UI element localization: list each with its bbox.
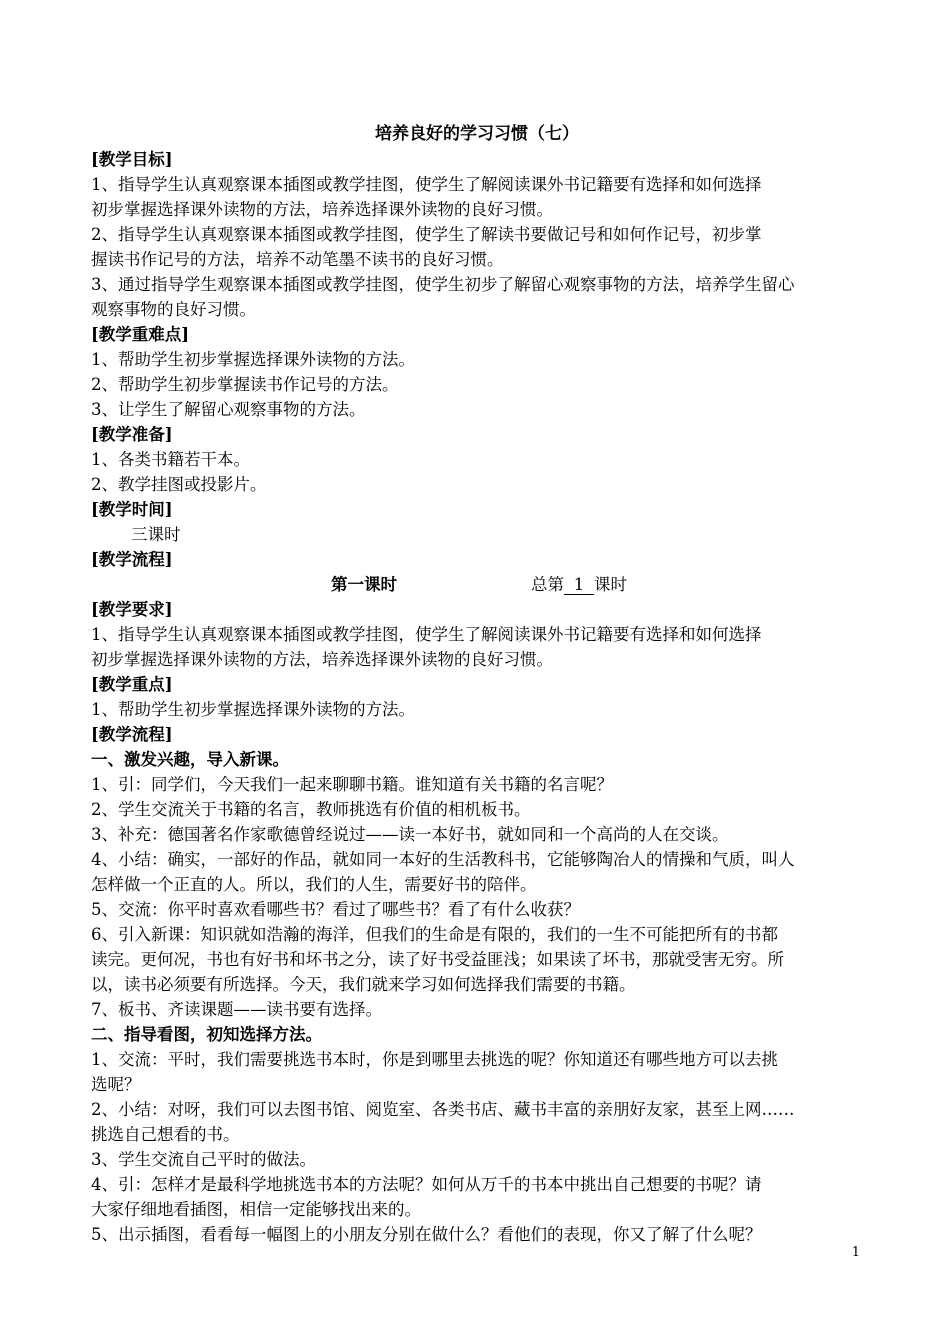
- prep-heading: [教学准备]: [91, 425, 173, 444]
- page-number: 1: [851, 1245, 860, 1260]
- difficulty-heading: [教学重难点]: [91, 325, 190, 344]
- goal-line: 2、指导学生认真观察课本插图或教学挂图，使学生了解读书要做记号和如何作记号，初步掌: [91, 225, 762, 244]
- section2-line: 3、学生交流自己平时的做法。: [91, 1150, 316, 1169]
- section2-line: 2、小结：对呀，我们可以去图书馆、阅览室、各类书店、藏书丰富的亲朋好友家，甚至上网……: [91, 1100, 795, 1119]
- section1-line: 怎样做一个正直的人。所以，我们的人生，需要好书的陪伴。: [91, 875, 537, 894]
- section1-line: 读完。更何况，书也有好书和坏书之分，读了好书受益匪浅；如果读了坏书，那就受害无穷。所: [91, 950, 784, 969]
- lesson-total-number: 1: [564, 576, 594, 595]
- section1-line: 3、补充：德国著名作家歌德曾经说过——读一本好书，就如同和一个高尚的人在交谈。: [91, 825, 729, 844]
- section2-line: 4、引：怎样才是最科学地挑选书本的方法呢？如何从万千的书本中挑出自己想要的书呢？请: [91, 1175, 762, 1194]
- document-page: [91, 122, 863, 1247]
- difficulty-line: 1、帮助学生初步掌握选择课外读物的方法。: [91, 350, 415, 369]
- goal-line: 1、指导学生认真观察课本插图或教学挂图，使学生了解阅读课外书记籍要有选择和如何选择: [91, 175, 762, 194]
- key-line: 1、帮助学生初步掌握选择课外读物的方法。: [91, 700, 415, 719]
- lesson-name: 第一课时: [331, 575, 397, 594]
- difficulty-line: 3、让学生了解留心观察事物的方法。: [91, 400, 366, 419]
- lesson-total-suffix: 课时: [594, 575, 627, 594]
- lesson-total-prefix: 总第: [531, 575, 564, 594]
- requirement-line: 初步掌握选择课外读物的方法，培养选择课外读物的良好习惯。: [91, 650, 553, 669]
- key-heading: [教学重点]: [91, 675, 173, 694]
- requirement-line: 1、指导学生认真观察课本插图或教学挂图，使学生了解阅读课外书记籍要有选择和如何选择: [91, 625, 762, 644]
- lesson-row: [91, 572, 863, 597]
- prep-line: 1、各类书籍若干本。: [91, 450, 250, 469]
- goals-heading: [教学目标]: [91, 150, 173, 169]
- difficulty-line: 2、帮助学生初步掌握读书作记号的方法。: [91, 375, 399, 394]
- section2-heading: 二、指导看图，初知选择方法。: [91, 1025, 322, 1044]
- section1-heading: 一、激发兴趣，导入新课。: [91, 750, 289, 769]
- section2-line: 选呢？: [91, 1075, 141, 1094]
- section1-line: 以，读书必须要有所选择。今天，我们就来学习如何选择我们需要的书籍。: [91, 975, 636, 994]
- time-value: 三课时: [131, 525, 181, 544]
- section2-line: 5、出示插图，看看每一幅图上的小朋友分别在做什么？看他们的表现，你又了解了什么呢？: [91, 1225, 762, 1244]
- flow2-heading: [教学流程]: [91, 725, 173, 744]
- prep-line: 2、教学挂图或投影片。: [91, 475, 267, 494]
- section2-line: 挑选自己想看的书。: [91, 1125, 240, 1144]
- section2-line: 1、交流：平时，我们需要挑选书本时，你是到哪里去挑选的呢？你知道还有哪些地方可以去挑: [91, 1050, 778, 1069]
- section1-line: 1、引：同学们，今天我们一起来聊聊书籍。谁知道有关书籍的名言呢？: [91, 775, 613, 794]
- section1-line: 2、学生交流关于书籍的名言，教师挑选有价值的相机板书。: [91, 800, 531, 819]
- flow-heading: [教学流程]: [91, 550, 173, 569]
- goal-line: 初步掌握选择课外读物的方法，培养选择课外读物的良好习惯。: [91, 200, 553, 219]
- goal-line: 3、通过指导学生观察课本插图或教学挂图，使学生初步了解留心观察事物的方法，培养学生留心: [91, 275, 795, 294]
- section2-line: 大家仔细地看插图，相信一定能够找出来的。: [91, 1200, 421, 1219]
- section1-line: 7、板书、齐读课题——读书要有选择。: [91, 1000, 382, 1019]
- goal-line: 握读书作记号的方法，培养不动笔墨不读书的良好习惯。: [91, 250, 504, 269]
- goal-line: 观察事物的良好习惯。: [91, 300, 256, 319]
- document-title: 培养良好的学习习惯（七）: [375, 124, 579, 144]
- lesson-total: [531, 572, 627, 597]
- requirement-heading: [教学要求]: [91, 600, 173, 619]
- time-heading: [教学时间]: [91, 500, 173, 519]
- section1-line: 6、引入新课：知识就如浩瀚的海洋，但我们的生命是有限的，我们的一生不可能把所有的书都: [91, 925, 778, 944]
- section1-line: 5、交流：你平时喜欢看哪些书？看过了哪些书？看了有什么收获？: [91, 900, 580, 919]
- section1-line: 4、小结：确实，一部好的作品，就如同一本好的生活教科书，它能够陶冶人的情操和气质，叫人: [91, 850, 795, 869]
